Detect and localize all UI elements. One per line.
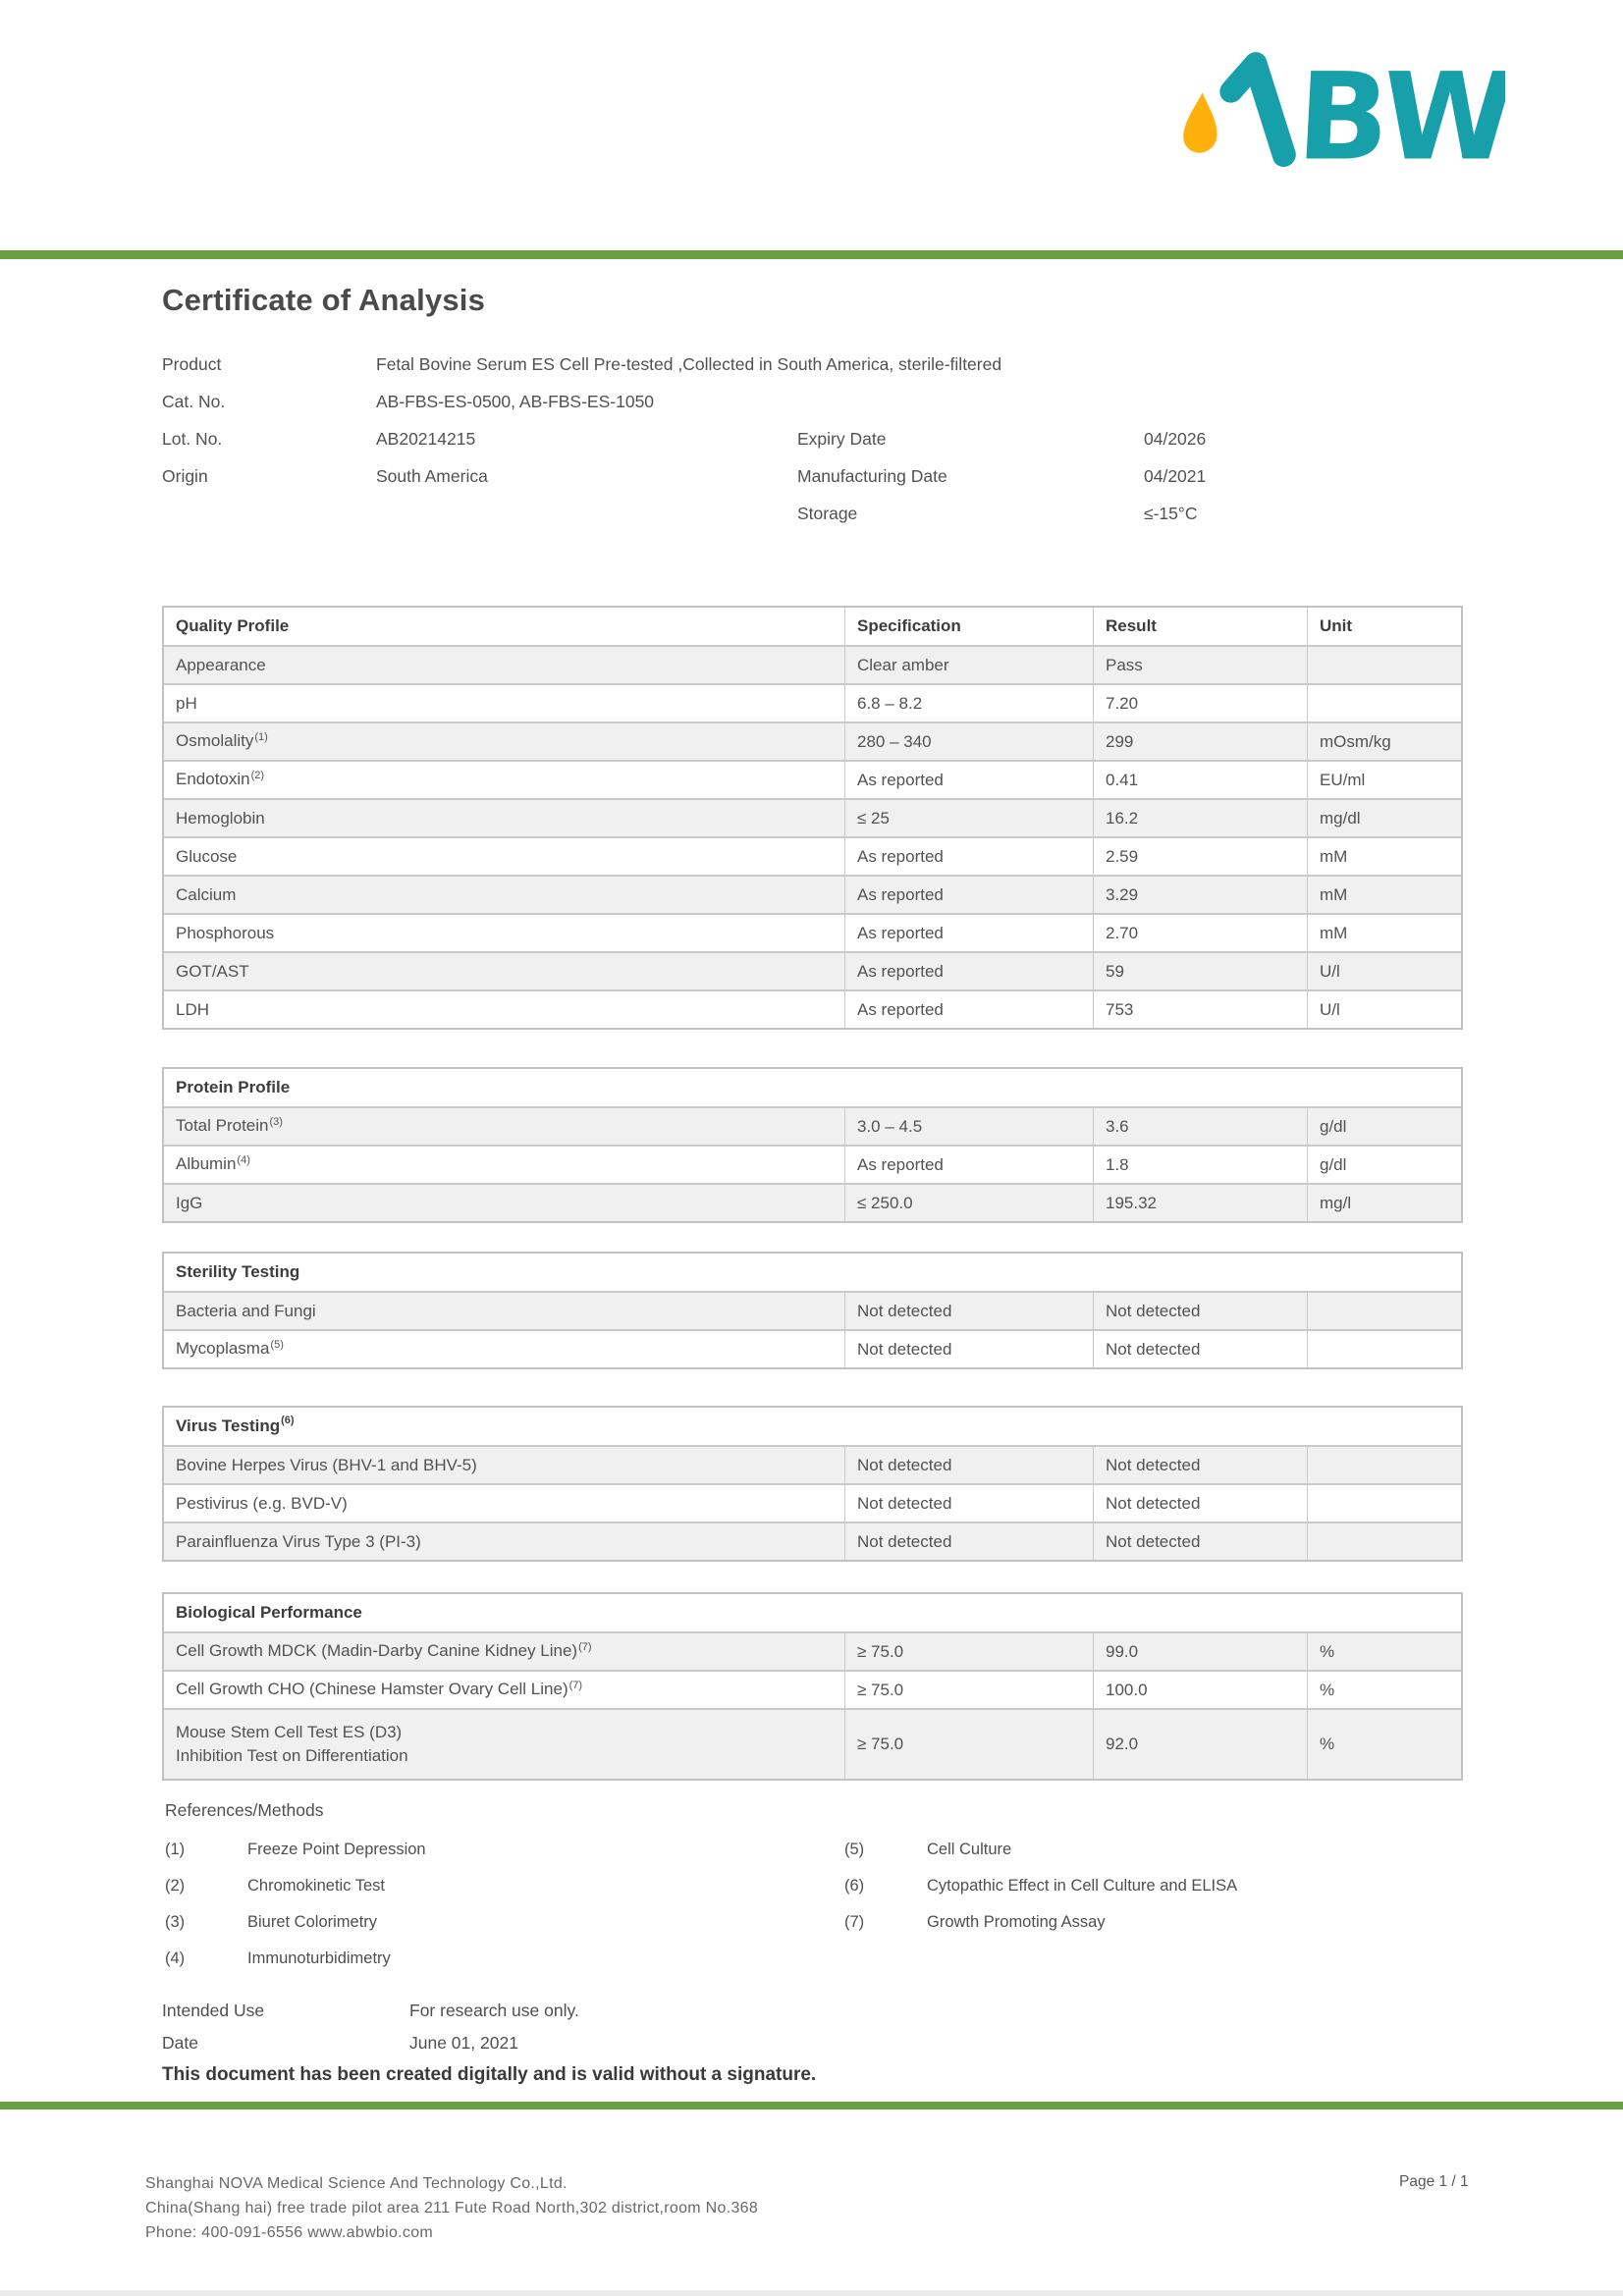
table-protein-profile: [162, 1067, 1463, 1223]
table-row: [164, 913, 1461, 951]
cell-specification: Not detected: [844, 1485, 1093, 1522]
table-row: [164, 951, 1461, 989]
section-title-cell: [164, 1254, 1461, 1291]
section-title-cell: [164, 1594, 1461, 1631]
intended-use-row: [162, 1995, 816, 2027]
parameter-lines: [176, 1152, 250, 1178]
cell-unit: U/l: [1307, 953, 1461, 989]
cell-specification: ≤ 250.0: [844, 1185, 1093, 1221]
parameter-lines: [176, 1721, 408, 1768]
table-row: [164, 1445, 1461, 1483]
product-meta-right: [797, 420, 1206, 532]
cell-parameter: [164, 1633, 844, 1670]
parameter-lines: [176, 960, 249, 984]
cell-parameter: [164, 647, 844, 683]
parameter-line-2: Inhibition Test on Differentiation: [176, 1746, 408, 1765]
table-row: [164, 1522, 1461, 1560]
cell-specification: Not detected: [844, 1447, 1093, 1483]
cell-specification: Not detected: [844, 1293, 1093, 1329]
meta-label: Storage: [797, 503, 858, 523]
cell-result: 7.20: [1093, 685, 1307, 721]
section-title-superscript: (6): [281, 1415, 295, 1426]
parameter-line-1: [176, 1192, 202, 1215]
parameter-line-1: [176, 922, 274, 945]
parameter-lines: [176, 1530, 421, 1554]
table-row: [164, 836, 1461, 875]
cell-unit: g/dl: [1307, 1147, 1461, 1183]
parameter-line-1: [176, 1721, 408, 1744]
reference-number: (1): [165, 1841, 186, 1858]
reference-number: (3): [165, 1913, 186, 1931]
parameter-text: GOT/AST: [176, 961, 249, 981]
parameter-text: Cell Growth MDCK (Madin-Darby Canine Kidney Line): [176, 1640, 578, 1660]
meta-value: AB20214215: [376, 428, 476, 449]
meta-row: [162, 346, 1001, 383]
parameter-lines: [176, 807, 265, 830]
meta-value: 04/2021: [1144, 465, 1207, 486]
cell-parameter: [164, 1672, 844, 1708]
cell-unit: U/l: [1307, 991, 1461, 1028]
references-col-left: [165, 1832, 844, 1977]
parameter-lines: [176, 1337, 284, 1362]
parameter-text: Calcium: [176, 884, 237, 904]
parameter-line-1: [176, 960, 249, 984]
table-row: [164, 760, 1461, 798]
table-row: [164, 875, 1461, 913]
cell-specification: ≥ 75.0: [844, 1710, 1093, 1779]
parameter-text: Pestivirus (e.g. BVD-V): [176, 1493, 348, 1513]
cell-unit: EU/ml: [1307, 762, 1461, 798]
meta-label: Product: [162, 353, 222, 374]
reference-number: (4): [165, 1949, 186, 1967]
parameter-text: Hemoglobin: [176, 808, 265, 828]
cell-specification: Clear amber: [844, 647, 1093, 683]
parameter-superscript: (4): [237, 1153, 250, 1166]
cell-result: Not detected: [1093, 1331, 1307, 1367]
reference-item: [844, 1904, 1237, 1941]
cell-parameter: [164, 1147, 844, 1183]
parameter-line-1: [176, 692, 197, 716]
cell-result: 753: [1093, 991, 1307, 1028]
meta-row: [797, 420, 1206, 457]
meta-label: Manufacturing Date: [797, 465, 947, 486]
reference-text: Freeze Point Depression: [247, 1841, 426, 1858]
parameter-lines: [176, 692, 197, 716]
parameter-text: Bovine Herpes Virus (BHV-1 and BHV-5): [176, 1455, 477, 1474]
footer-address-block: [145, 2171, 758, 2245]
cell-unit: mg/l: [1307, 1185, 1461, 1221]
cell-unit: mM: [1307, 915, 1461, 951]
header-cell-unit: Unit: [1307, 608, 1461, 645]
reference-text: Biuret Colorimetry: [247, 1913, 378, 1931]
references-heading: References/Methods: [165, 1800, 324, 1820]
cell-parameter: [164, 762, 844, 798]
cell-unit: %: [1307, 1633, 1461, 1670]
cell-unit: [1307, 1293, 1461, 1329]
parameter-lines: [176, 1114, 283, 1140]
references-section: [165, 1800, 1463, 1977]
reference-item: [165, 1904, 844, 1941]
cell-result: 299: [1093, 723, 1307, 760]
parameter-text: Osmolality: [176, 730, 254, 750]
abw-logo-graphic: [1176, 39, 1505, 172]
cell-result: 16.2: [1093, 800, 1307, 836]
date-label: Date: [162, 2033, 198, 2053]
meta-value: ≤-15°C: [1144, 503, 1198, 523]
reference-text: Growth Promoting Assay: [927, 1913, 1106, 1931]
reference-item: [844, 1832, 1237, 1868]
table-row: [164, 989, 1461, 1028]
parameter-line-1: [176, 1337, 284, 1362]
cell-parameter: [164, 953, 844, 989]
cell-parameter: [164, 800, 844, 836]
parameter-superscript: (3): [269, 1115, 283, 1128]
table-row: [164, 1183, 1461, 1221]
cell-specification: ≤ 25: [844, 800, 1093, 836]
table-quality-profile: [162, 606, 1463, 1030]
table-row: [164, 798, 1461, 836]
section-title-cell: [164, 1069, 1461, 1106]
table-virus-testing: [162, 1406, 1463, 1562]
reference-text: Immunoturbidimetry: [247, 1949, 391, 1967]
cell-unit: %: [1307, 1672, 1461, 1708]
parameter-lines: [176, 1639, 592, 1665]
cell-parameter: [164, 1331, 844, 1367]
cell-parameter: [164, 1293, 844, 1329]
references-columns: [165, 1832, 1463, 1977]
cell-result: 3.6: [1093, 1108, 1307, 1145]
parameter-superscript: (5): [270, 1338, 284, 1351]
table-row: [164, 1631, 1461, 1670]
cell-result: 92.0: [1093, 1710, 1307, 1779]
table-row: [164, 1145, 1461, 1183]
table-header-row: [164, 608, 1461, 645]
section-title-text: Virus Testing: [176, 1416, 281, 1435]
cell-result: 195.32: [1093, 1185, 1307, 1221]
parameter-text: IgG: [176, 1193, 203, 1212]
parameter-text: pH: [176, 693, 197, 713]
cell-parameter: [164, 838, 844, 875]
meta-row: [797, 457, 1206, 495]
cell-unit: mM: [1307, 877, 1461, 913]
parameter-line-1: [176, 1300, 316, 1323]
parameter-line-1: [176, 845, 237, 869]
parameter-lines: [176, 1300, 316, 1323]
abw-logo: [1176, 39, 1505, 172]
table-header-row: [164, 1408, 1461, 1445]
cell-result: 100.0: [1093, 1672, 1307, 1708]
parameter-text: Albumin: [176, 1153, 237, 1173]
cell-parameter: [164, 1523, 844, 1560]
parameter-line-1: [176, 1152, 250, 1178]
parameter-text: Appearance: [176, 655, 266, 674]
footer-phone: Phone: 400-091-6556 www.abwbio.com: [145, 2224, 434, 2241]
meta-row: [162, 383, 1001, 420]
reference-item: [844, 1868, 1237, 1904]
table-row: [164, 1106, 1461, 1145]
table-row: [164, 721, 1461, 760]
cell-specification: ≥ 75.0: [844, 1672, 1093, 1708]
reference-number: (7): [844, 1913, 865, 1931]
parameter-superscript: (7): [578, 1640, 592, 1653]
reference-text: Chromokinetic Test: [247, 1877, 386, 1895]
parameter-line-1: [176, 1530, 421, 1554]
cell-unit: [1307, 685, 1461, 721]
parameter-lines: [176, 1454, 477, 1477]
cell-unit: [1307, 1331, 1461, 1367]
parameter-line-1: [176, 1678, 582, 1703]
parameter-line-1: [176, 729, 268, 755]
logo-drop-icon: [1182, 92, 1219, 152]
table-sterility-testing: [162, 1252, 1463, 1369]
cell-result: 99.0: [1093, 1633, 1307, 1670]
cell-result: 59: [1093, 953, 1307, 989]
cell-specification: Not detected: [844, 1523, 1093, 1560]
parameter-lines: [176, 1492, 348, 1516]
table-row: [164, 1291, 1461, 1329]
header-rule: [0, 250, 1623, 259]
header-cell-parameter: Quality Profile: [176, 616, 290, 635]
cell-result: Not detected: [1093, 1447, 1307, 1483]
meta-value: AB-FBS-ES-0500, AB-FBS-ES-1050: [376, 391, 655, 411]
reference-item: [165, 1832, 844, 1868]
cell-specification: As reported: [844, 838, 1093, 875]
cell-parameter: [164, 723, 844, 760]
logo-letter-b: B: [1293, 46, 1393, 172]
parameter-lines: [176, 998, 209, 1022]
parameter-line-1: [176, 883, 236, 907]
reference-item: [165, 1941, 844, 1977]
table-row: [164, 1708, 1461, 1779]
reference-number: (5): [844, 1841, 865, 1858]
cell-unit: [1307, 1447, 1461, 1483]
table-row: [164, 683, 1461, 721]
parameter-superscript: (1): [254, 730, 268, 743]
cell-unit: [1307, 1485, 1461, 1522]
intended-use-label: Intended Use: [162, 2001, 265, 2020]
cell-result: 2.59: [1093, 838, 1307, 875]
cell-parameter: [164, 991, 844, 1028]
meta-label: Expiry Date: [797, 428, 887, 449]
meta-label: Lot. No.: [162, 428, 223, 449]
page-bottom-edge: [0, 2290, 1623, 2296]
meta-label: Origin: [162, 465, 208, 486]
cell-result: 2.70: [1093, 915, 1307, 951]
section-title-text: Biological Performance: [176, 1603, 362, 1622]
cell-parameter: [164, 915, 844, 951]
parameter-text: Total Protein: [176, 1115, 269, 1135]
cell-result: Not detected: [1093, 1485, 1307, 1522]
cell-specification: Not detected: [844, 1331, 1093, 1367]
section-title-cell: [164, 1408, 1461, 1445]
digital-validity-notice: This document has been created digitally and is valid without a signature.: [162, 2064, 817, 2085]
cell-specification: As reported: [844, 991, 1093, 1028]
parameter-lines: [176, 883, 236, 907]
parameter-text: Parainfluenza Virus Type 3 (PI-3): [176, 1531, 421, 1551]
cell-unit: [1307, 647, 1461, 683]
header-cell-specification: Specification: [844, 608, 1093, 645]
cell-specification: As reported: [844, 1147, 1093, 1183]
parameter-text: Endotoxin: [176, 769, 250, 788]
parameter-lines: [176, 845, 237, 869]
table-row: [164, 1329, 1461, 1367]
logo-letter-w: W: [1379, 46, 1505, 172]
parameter-line-1: [176, 998, 209, 1022]
cell-specification: As reported: [844, 877, 1093, 913]
cell-specification: 280 – 340: [844, 723, 1093, 760]
parameter-line-1: [176, 1639, 592, 1665]
parameter-text: Cell Growth CHO (Chinese Hamster Ovary Cell Line): [176, 1679, 568, 1698]
parameter-text: Phosphorous: [176, 923, 275, 942]
parameter-text: Bacteria and Fungi: [176, 1301, 316, 1320]
reference-text: Cytopathic Effect in Cell Culture and ELISA: [927, 1877, 1238, 1895]
meta-row: [797, 495, 1206, 532]
section-title-text: Protein Profile: [176, 1078, 291, 1096]
cell-specification: As reported: [844, 915, 1093, 951]
header-cell-result: Result: [1093, 608, 1307, 645]
usage-section: [162, 1995, 816, 2086]
reference-number: (6): [844, 1877, 865, 1895]
parameter-line-1: [176, 1492, 348, 1516]
cell-specification: 3.0 – 4.5: [844, 1108, 1093, 1145]
parameter-text: Mouse Stem Cell Test ES (D3): [176, 1723, 403, 1741]
footer-company: Shanghai NOVA Medical Science And Technology Co.,Ltd.: [145, 2175, 568, 2192]
reference-item: [165, 1868, 844, 1904]
meta-label: Cat. No.: [162, 391, 226, 411]
date-value: June 01, 2021: [409, 2033, 518, 2053]
table-header-row: [164, 1594, 1461, 1631]
cell-parameter: [164, 685, 844, 721]
cell-result: Not detected: [1093, 1293, 1307, 1329]
logo-letter-a-shape: [1228, 64, 1289, 155]
cell-parameter: [164, 1108, 844, 1145]
table-biological-performance: [162, 1592, 1463, 1781]
footer-rule: [0, 2102, 1623, 2109]
cell-parameter: [164, 1710, 844, 1779]
cell-unit: mOsm/kg: [1307, 723, 1461, 760]
parameter-line-1: [176, 768, 264, 793]
cell-parameter: [164, 1447, 844, 1483]
date-row: [162, 2027, 816, 2059]
intended-use-value: For research use only.: [409, 2001, 579, 2020]
table-header-row: [164, 1254, 1461, 1291]
parameter-lines: [176, 729, 268, 755]
table-row: [164, 1670, 1461, 1708]
page-title: Certificate of Analysis: [162, 283, 486, 317]
parameter-line-1: [176, 1114, 283, 1140]
reference-number: (2): [165, 1877, 186, 1895]
meta-value: 04/2026: [1144, 428, 1207, 449]
meta-value: South America: [376, 465, 488, 486]
cell-unit: mM: [1307, 838, 1461, 875]
cell-parameter: [164, 877, 844, 913]
cell-parameter: [164, 1185, 844, 1221]
table-row: [164, 1483, 1461, 1522]
cell-result: 0.41: [1093, 762, 1307, 798]
cell-unit: [1307, 1523, 1461, 1560]
cell-specification: 6.8 – 8.2: [844, 685, 1093, 721]
parameter-text: Glucose: [176, 846, 238, 866]
parameter-line-1: [176, 807, 265, 830]
parameter-line-1: [176, 1454, 477, 1477]
section-title-text: Sterility Testing: [176, 1262, 300, 1281]
cell-specification: As reported: [844, 953, 1093, 989]
parameter-superscript: (7): [568, 1679, 583, 1691]
cell-unit: %: [1307, 1710, 1461, 1779]
parameter-lines: [176, 768, 264, 793]
reference-text: Cell Culture: [927, 1841, 1012, 1858]
cell-specification: As reported: [844, 762, 1093, 798]
cell-unit: mg/dl: [1307, 800, 1461, 836]
parameter-lines: [176, 654, 266, 677]
page-number: Page 1 / 1: [1399, 2173, 1469, 2190]
cell-specification: ≥ 75.0: [844, 1633, 1093, 1670]
parameter-lines: [176, 1192, 202, 1215]
cell-result: 3.29: [1093, 877, 1307, 913]
cell-unit: g/dl: [1307, 1108, 1461, 1145]
parameter-lines: [176, 1678, 582, 1703]
cell-result: Pass: [1093, 647, 1307, 683]
parameter-line-1: [176, 654, 266, 677]
parameter-lines: [176, 922, 274, 945]
cell-result: 1.8: [1093, 1147, 1307, 1183]
parameter-text: LDH: [176, 999, 210, 1019]
table-header-row: [164, 1069, 1461, 1106]
meta-value: Fetal Bovine Serum ES Cell Pre-tested ,Collected in South America, sterile-filtered: [376, 353, 1002, 374]
table-row: [164, 645, 1461, 683]
references-col-right: [844, 1832, 1237, 1977]
cell-parameter: [164, 1485, 844, 1522]
footer-address: China(Shang hai) free trade pilot area 211 Fute Road North,302 district,room No.368: [145, 2200, 759, 2216]
parameter-text: Mycoplasma: [176, 1338, 270, 1358]
parameter-superscript: (2): [250, 769, 265, 781]
cell-result: Not detected: [1093, 1523, 1307, 1560]
